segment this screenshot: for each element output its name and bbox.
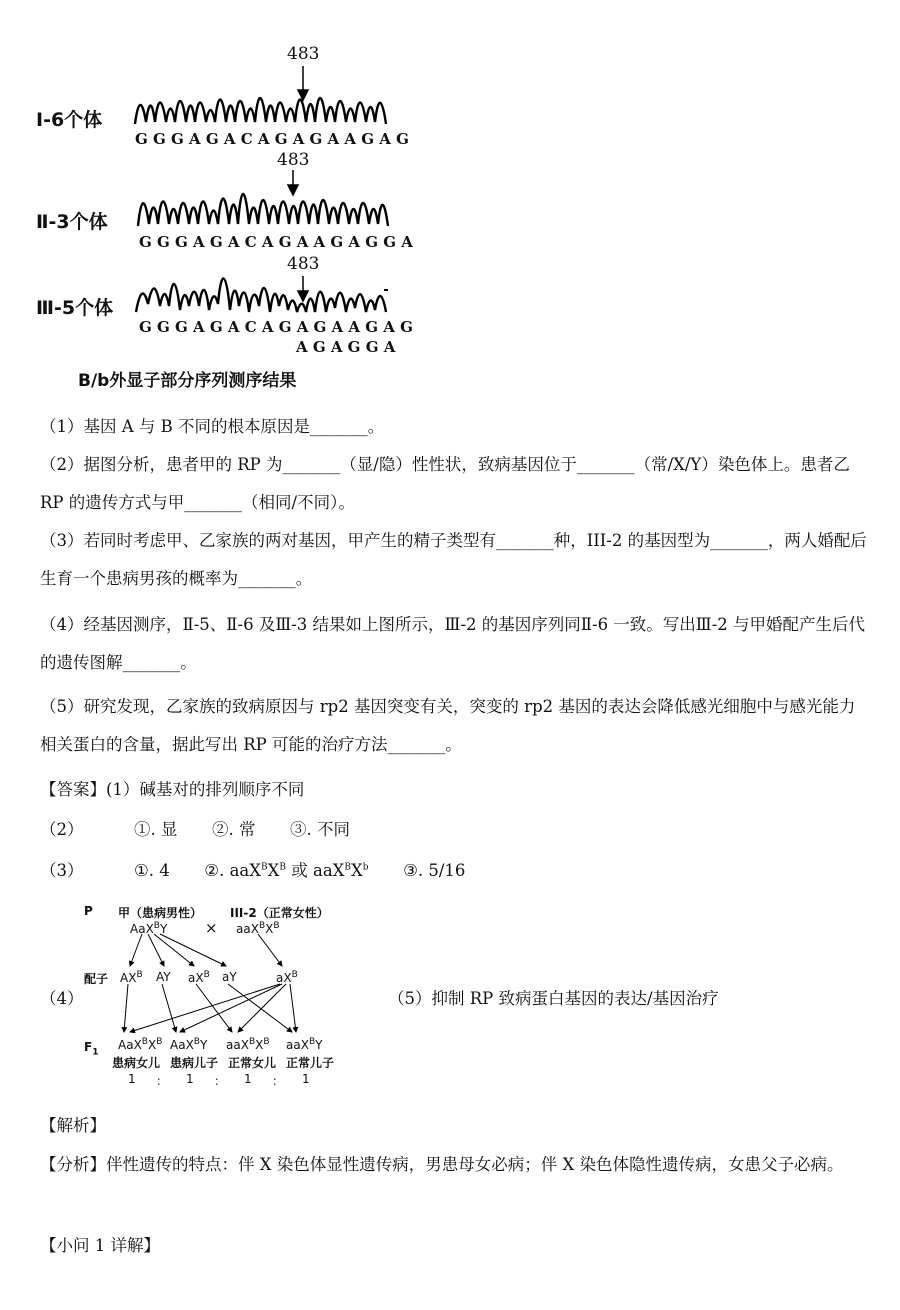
- answer-2-item-1: ①. 显: [134, 820, 178, 839]
- parent-label: P: [84, 904, 93, 918]
- chromatogram-trace-2: [138, 194, 388, 226]
- question-5: （5）研究发现，乙家族的致病原因与 rp2 基因突变有关，突变的 rp2 基因的表达会降低感光细胞中与感光能力相关蛋白的含量，据此写出 RP 可能的治疗方法_______。: [40, 697, 856, 754]
- answer-3-item-2: ②. $aaX^BX^B$ 或 $aaX^BX^b$: [204, 861, 369, 880]
- analysis-header: 【解析】: [40, 1116, 106, 1135]
- position-marker-1: 483: [287, 44, 320, 64]
- answer-3: [40, 857, 465, 881]
- answer-5: （5）抑制 RP 致病蛋白基因的表达/基因治疗: [388, 989, 719, 1008]
- offspring-desc-1: 患病女儿: [112, 1056, 161, 1070]
- chromatogram-traces: [0, 0, 900, 360]
- figure-caption: B/b外显子部分序列测序结果: [78, 371, 297, 391]
- father-genotype: AaX$^B$Y: [130, 921, 168, 936]
- panel-2-sequence: GGGAGACAGAAGAGGA: [139, 233, 419, 251]
- panel-3-label: Ⅲ-5个体: [36, 297, 114, 319]
- cross-symbol: ×: [205, 919, 218, 937]
- genetic-cross-diagram: [80, 900, 380, 1090]
- question-2: （2）据图分析，患者甲的 RP 为_______（显/隐）性性状，致病基因位于_______（常/X/Y）染色体上。患者乙 RP 的遗传方式与甲_______（相同/不同）。: [40, 455, 850, 512]
- panel-1-sequence: GGGAGACAGAGAAGAG: [135, 130, 415, 148]
- offspring-desc-4: 正常儿子: [286, 1056, 335, 1070]
- question-3: （3）若同时考虑甲、乙家族的两对基因，甲产生的精子类型有_______种，III-2 的基因型为_______，两人婚配后生育一个患病男孩的概率为_______。: [40, 531, 867, 588]
- ratio-sep-2: ：: [214, 1074, 227, 1088]
- answer-2-item-2: ②. 常: [212, 820, 256, 839]
- panel-3-sequence: GGGAGACAGAGAAGAG: [139, 318, 419, 336]
- cross-arrows: [80, 900, 380, 1090]
- ratio-3: 1: [244, 1072, 252, 1086]
- analysis-body: 【分析】伴性遗传的特点：伴 X 染色体显性遗传病，男患母女必病；伴 X 染色体隐性遗传病，女患父子必病。: [40, 1155, 844, 1174]
- answer-2: [40, 816, 350, 840]
- ratio-1: 1: [128, 1072, 136, 1086]
- answer-3-number: （3）: [40, 861, 84, 880]
- gamete-1: $AX^B$: [120, 970, 143, 985]
- position-marker-3: 483: [287, 254, 320, 274]
- panel-3-sequence-2: AGAGGA: [296, 338, 401, 356]
- f1-label: $F_1$: [84, 1040, 99, 1058]
- answer-3-item-3: ③. 5/16: [403, 861, 466, 880]
- ratio-2: 1: [186, 1072, 194, 1086]
- offspring-genotype-2: AaX$^B$Y: [170, 1037, 208, 1052]
- answer-1: 【答案】(1）碱基对的排列顺序不同: [40, 780, 305, 799]
- question-1: （1）基因 A 与 B 不同的根本原因是_______。: [40, 417, 385, 436]
- ratio-4: 1: [302, 1072, 310, 1086]
- gamete-4: aY: [222, 970, 237, 984]
- offspring-genotype-4: aaX$^B$Y: [286, 1037, 323, 1052]
- answer-2-number: （2）: [40, 820, 84, 839]
- offspring-genotype-3: $aaX^BX^B$: [226, 1037, 270, 1052]
- analysis-subheader: 【小问 1 详解】: [40, 1236, 160, 1255]
- answer-2-item-3: ③. 不同: [290, 820, 350, 839]
- question-4: （4）经基因测序，Ⅱ-5、Ⅱ-6 及Ⅲ-3 结果如上图所示，Ⅲ-2 的基因序列同Ⅱ-6 一致。写出Ⅲ-2 与甲婚配产生后代的遗传图解_______。: [40, 615, 866, 672]
- panel-1-label: Ⅰ-6个体: [36, 109, 103, 131]
- panel-2-label: Ⅱ-3个体: [36, 211, 108, 233]
- gamete-5: $aX^B$: [276, 970, 298, 985]
- position-marker-2: 483: [277, 150, 310, 170]
- answer-4-number: （4）: [40, 989, 84, 1008]
- offspring-genotype-1: $AaX^BX^B$: [118, 1037, 163, 1052]
- answer-3-item-1: ①. 4: [134, 861, 170, 880]
- offspring-desc-3: 正常女儿: [228, 1056, 277, 1070]
- chromatogram-trace-3: [136, 278, 386, 312]
- ratio-sep-3: ：: [272, 1074, 285, 1088]
- mother-genotype: $aaX^BX^B$: [236, 921, 280, 936]
- chromatogram-trace-1: [135, 98, 386, 124]
- gamete-2: AY: [156, 970, 171, 984]
- gamete-label: 配子: [84, 972, 109, 986]
- ratio-sep-1: ：: [156, 1074, 169, 1088]
- gamete-3: $aX^B$: [188, 970, 210, 985]
- offspring-desc-2: 患病儿子: [170, 1056, 219, 1070]
- mother-description: III-2（正常女性）: [230, 906, 329, 920]
- father-description: 甲（患病男性）: [118, 906, 203, 920]
